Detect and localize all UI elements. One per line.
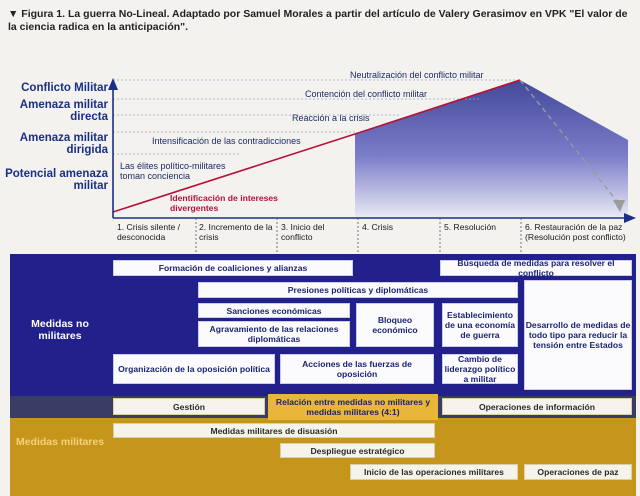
box-busqueda: Búsqueda de medidas para resolver el conflicto <box>440 260 632 276</box>
level-conflicto-militar: Conflicto Militar <box>21 82 108 94</box>
box-establecimiento: Establecimiento de una economía de guerra <box>442 303 518 347</box>
label-intereses: Identificación de intereses divergentes <box>170 193 278 213</box>
phase-1: 1. Crisis silente / desconocida <box>117 222 181 242</box>
box-organizacion: Organización de la oposición política <box>113 354 275 384</box>
phase-4: 4. Crisis <box>362 222 394 232</box>
level-potencial-amenaza: Potencial amenaza militar <box>5 168 108 192</box>
box-relacion: Relación entre medidas no militares y medidas militares (4:1) <box>268 394 438 420</box>
box-acciones: Acciones de las fuerzas de oposición <box>280 354 434 384</box>
y-axis-arrowhead <box>108 78 118 90</box>
box-agravamiento: Agravamiento de las relaciones diplomáticas <box>198 321 350 347</box>
box-operaciones-paz: Operaciones de paz <box>524 464 632 480</box>
box-sanciones: Sanciones económicas <box>198 303 350 318</box>
label-reaccion: Reacción a la crisis <box>292 113 370 123</box>
box-disuasion: Medidas militares de disuasión <box>113 423 435 438</box>
figure-caption: ▼ Figura 1. La guerra No-Lineal. Adaptado por Samuel Morales a partir del artículo de Valery Gerasimov en VPK "El valor de la ciencia radica en la anticipación". <box>8 8 628 33</box>
phase-2: 2. Incremento de la crisis <box>199 222 273 242</box>
section-military: Medidas militares <box>15 436 105 448</box>
label-elites: Las élites político-militares toman conciencia <box>120 161 226 181</box>
box-inicio-operaciones: Inicio de las operaciones militares <box>350 464 518 480</box>
label-neutralizacion: Neutralización del conflicto militar <box>350 70 484 80</box>
level-amenaza-dirigida: Amenaza militar dirigida <box>19 132 108 156</box>
box-desarrollo: Desarrollo de medidas de todo tipo para reducir la tensión entre Estados <box>524 280 632 390</box>
label-contencion: Contención del conflicto militar <box>305 89 428 99</box>
box-operaciones-informacion: Operaciones de información <box>442 398 632 415</box>
box-cambio: Cambio de liderazgo político a militar <box>442 354 518 384</box>
box-coaliciones: Formación de coaliciones y alianzas <box>113 260 353 276</box>
label-intensificacion: Intensificación de las contradicciones <box>152 136 301 146</box>
level-amenaza-directa: Amenaza militar directa <box>19 99 108 123</box>
box-despliegue: Despliegue estratégico <box>280 443 435 458</box>
box-gestion: Gestión <box>113 398 265 415</box>
phase-6: 6. Restauración de la paz (Resolución post conflicto) <box>525 222 626 242</box>
box-presiones: Presiones políticas y diplomáticas <box>198 282 518 298</box>
section-non-military: Medidas no militares <box>31 318 89 342</box>
phase-3: 3. Inicio del conflicto <box>281 222 325 242</box>
phase-5: 5. Resolución <box>444 222 497 232</box>
shaded-crisis-area <box>355 80 628 218</box>
box-bloqueo: Bloqueo económico <box>356 303 434 347</box>
